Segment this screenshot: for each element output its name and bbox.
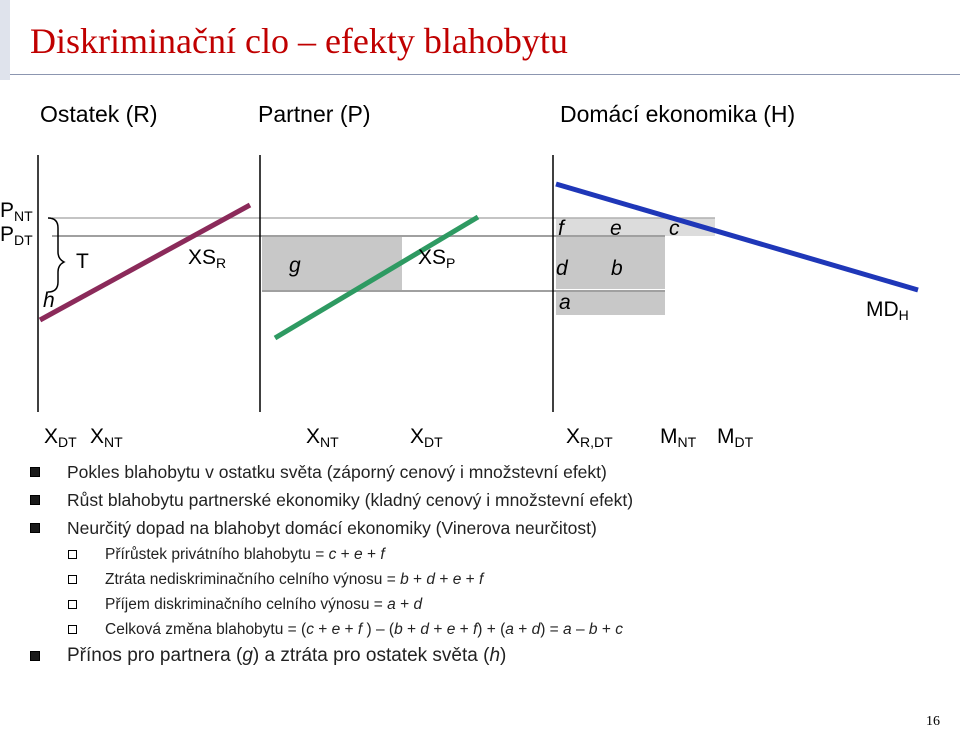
label-xs-r: $XS_R$	[188, 246, 227, 271]
label-x-dt-rest: $X_{DT}$	[44, 425, 77, 450]
bullet-list	[30, 460, 950, 672]
label-x-nt-rest: $X_{NT}$	[90, 425, 123, 450]
label-m-dt: $M_{DT}$	[717, 425, 754, 450]
label-m-nt: $M_{NT}$	[660, 425, 697, 450]
area-g	[262, 237, 402, 291]
label-x-rdt: $X_{R,DT}$	[566, 425, 613, 450]
label-f: f	[558, 217, 564, 240]
label-a: a	[559, 291, 571, 314]
square-bullet-icon	[30, 651, 40, 661]
label-md-h: $MD_H$	[866, 298, 909, 323]
label-e: e	[610, 217, 622, 240]
label-c: c	[669, 217, 680, 240]
hollow-square-bullet-icon	[68, 575, 77, 584]
square-bullet-icon	[30, 467, 40, 477]
bullet-item: Pokles blahobytu v ostatku světa (záporný cenový i množstevní efekt)	[30, 460, 950, 488]
hollow-square-bullet-icon	[68, 625, 77, 634]
header-home: Domácí ekonomika (H)	[560, 101, 796, 127]
bullet-item: Neurčitý dopad na blahobyt domácí ekonomiky (Vinerova neurčitost)	[30, 516, 950, 544]
bullet-item: Růst blahobytu partnerské ekonomiky (kladný cenový i množstevní efekt)	[30, 488, 950, 516]
hollow-square-bullet-icon	[68, 550, 77, 559]
label-g: g	[289, 254, 301, 277]
square-bullet-icon	[30, 495, 40, 505]
label-p-dt: $P_{DT}$	[0, 223, 33, 248]
header-rest: Ostatek (R)	[40, 101, 158, 127]
tariff-brace	[48, 218, 64, 292]
square-bullet-icon	[30, 523, 40, 533]
label-x-dt-partner: $X_{DT}$	[410, 425, 443, 450]
sub-bullet-item: Ztráta nediskriminačního celního výnosu = b + d + e + f	[30, 569, 950, 594]
page-number: 16	[926, 714, 940, 729]
label-d: d	[556, 257, 568, 280]
bullet-item: Přínos pro partnera (g) a ztráta pro ostatek světa (h)	[30, 644, 950, 672]
label-x-nt-partner: $X_{NT}$	[306, 425, 339, 450]
sub-bullet-item: Příjem diskriminačního celního výnosu = a + d	[30, 594, 950, 619]
label-b: b	[611, 257, 623, 280]
header-partner: Partner (P)	[258, 101, 371, 127]
label-t: T	[76, 250, 89, 273]
label-h: h	[43, 289, 55, 312]
sub-bullet-item: Celková změna blahobytu = (c + e + f ) – (b + d + e + f) + (a + d) = a – b + c	[30, 619, 950, 644]
label-xs-p: $XS_P$	[418, 246, 456, 271]
hollow-square-bullet-icon	[68, 600, 77, 609]
area-a	[556, 291, 665, 315]
slide-title: Diskriminační clo – efekty blahobytu	[30, 21, 568, 61]
sub-bullet-item: Přírůstek privátního blahobytu = c + e + f	[30, 544, 950, 569]
label-p-nt: $P_{NT}$	[0, 199, 33, 224]
